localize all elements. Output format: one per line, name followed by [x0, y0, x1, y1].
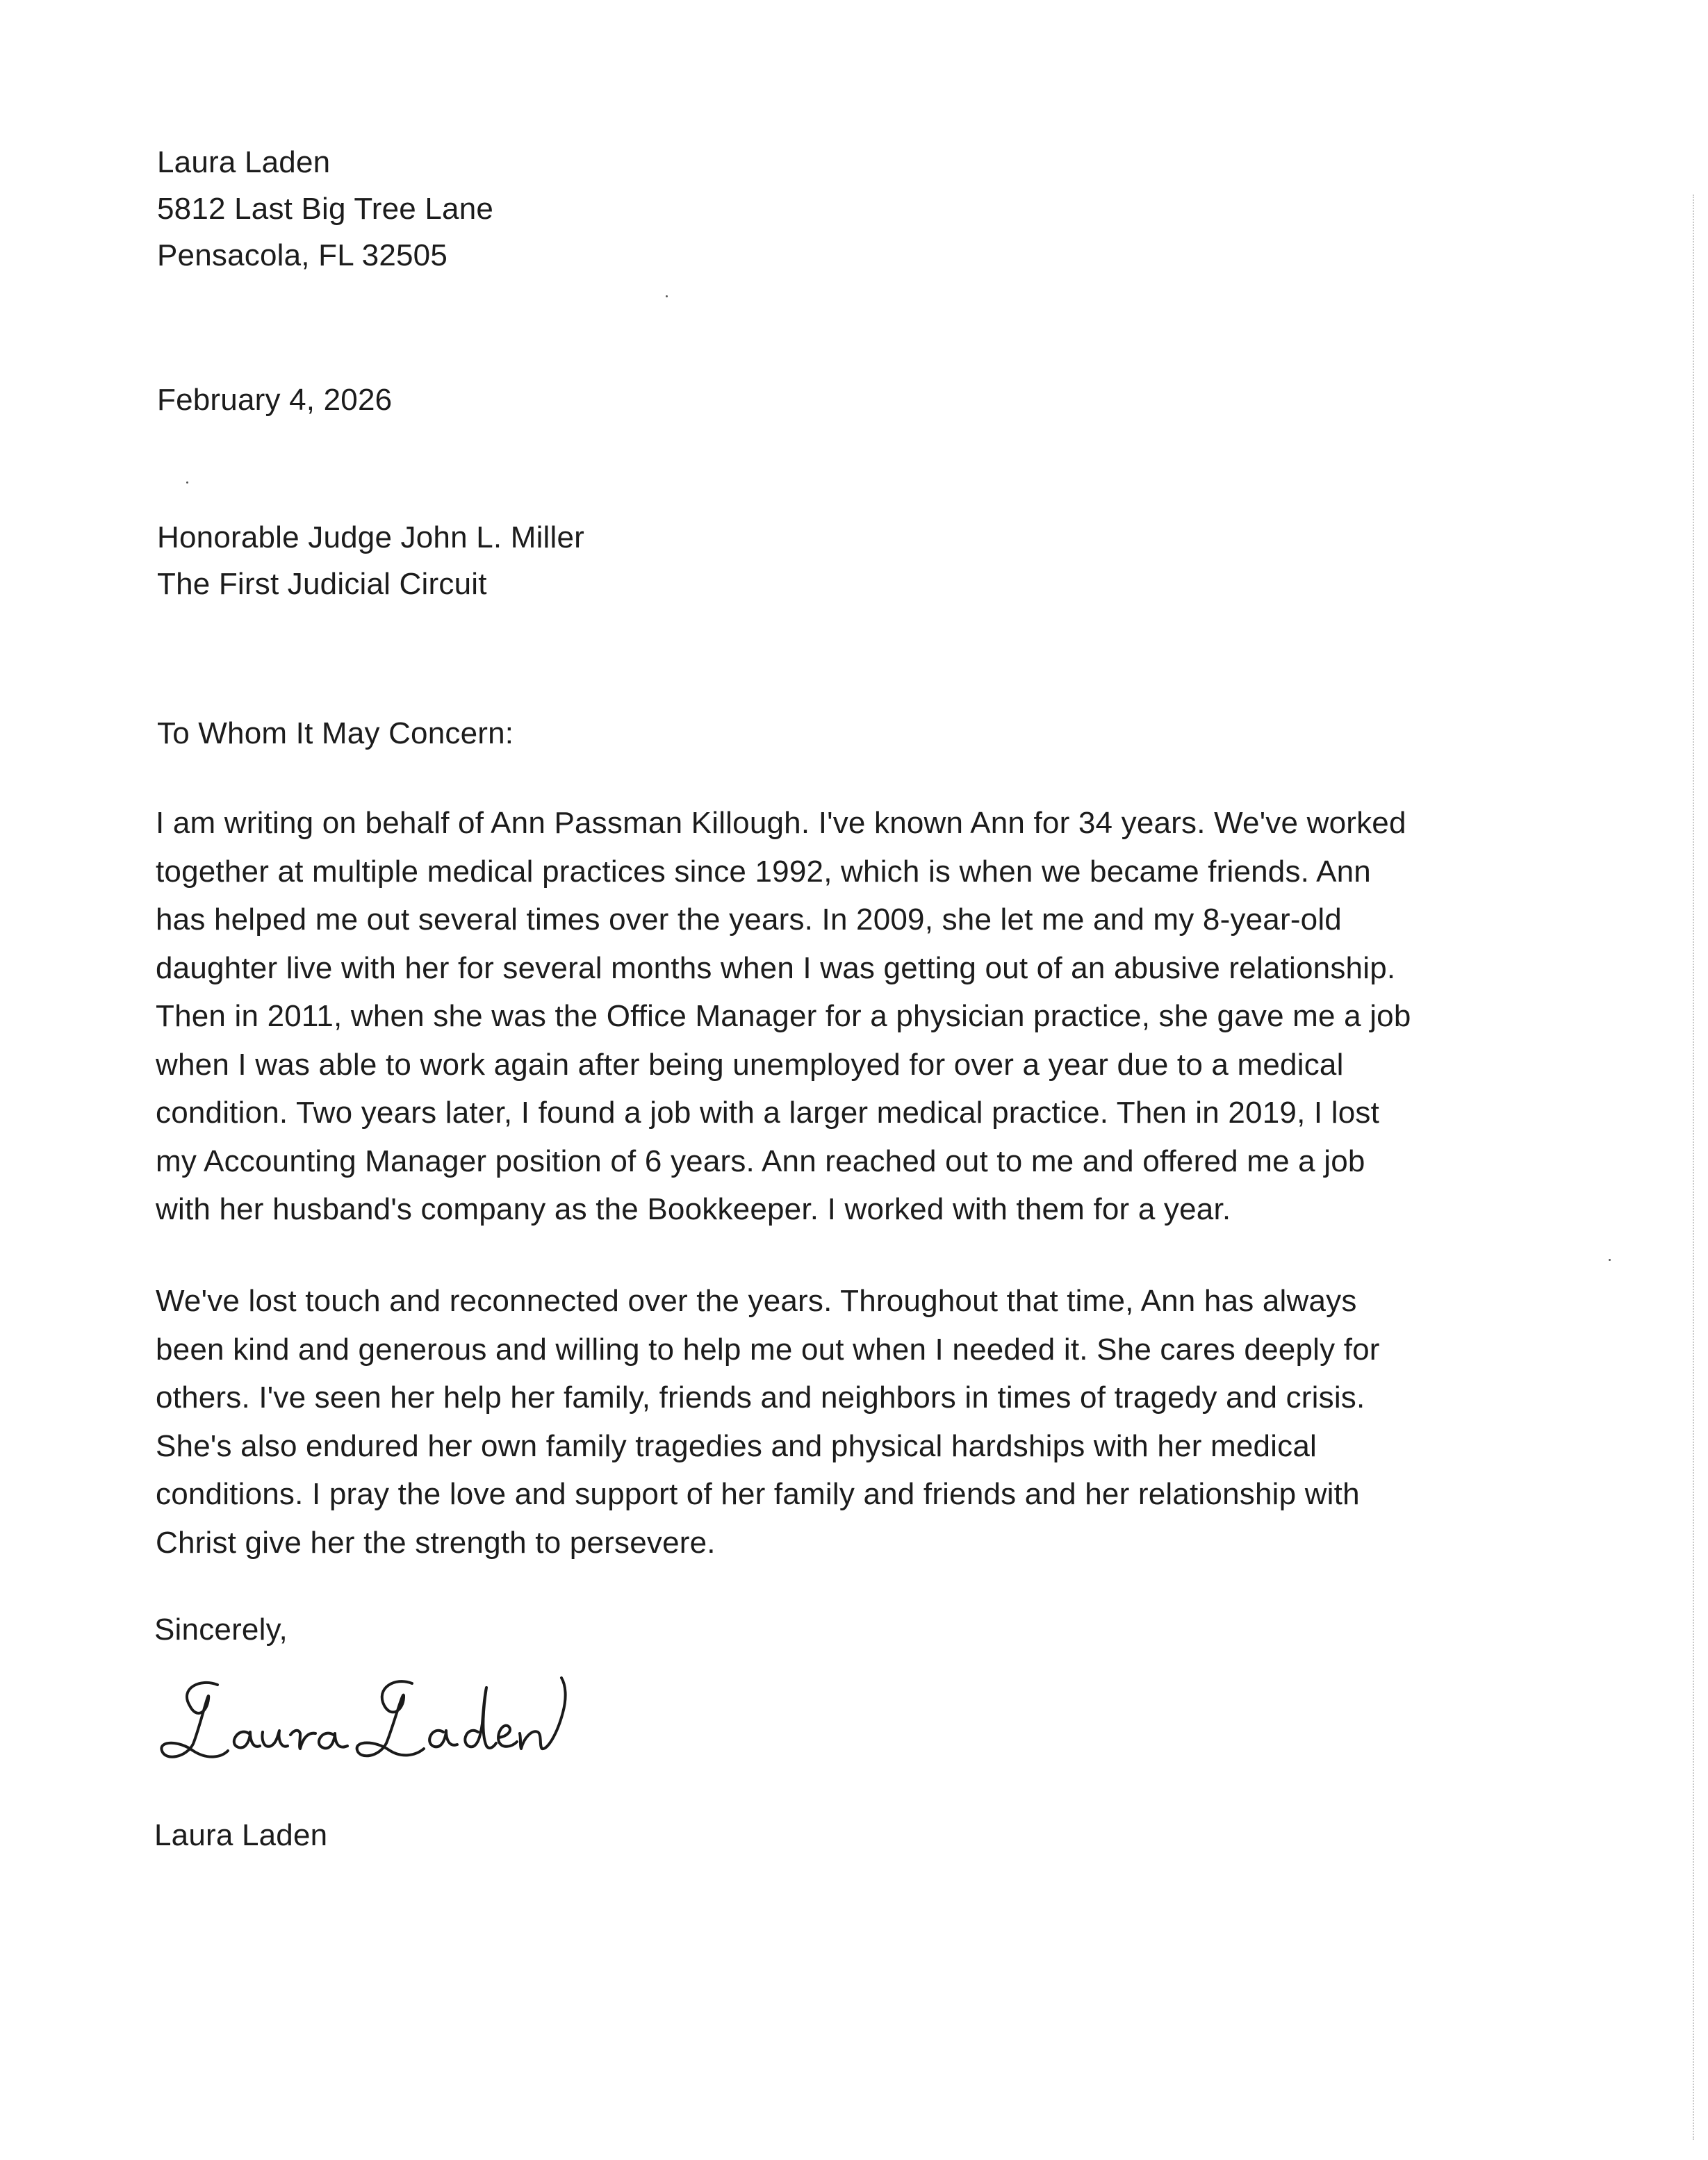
letter-date: February 4, 2026: [157, 383, 393, 417]
sender-name: Laura Laden: [157, 145, 331, 179]
paragraph-line: with her husband's company as the Bookkeeper. I worked with them for a year.: [156, 1192, 1231, 1226]
paragraph-line: together at multiple medical practices since 1992, which is when we became friends. Ann: [156, 854, 1371, 889]
scan-speck: [666, 295, 668, 297]
scan-edge-dots: [1693, 195, 1695, 2140]
paragraph-line: others. I've seen her help her family, friends and neighbors in times of tragedy and crisis.: [156, 1380, 1365, 1415]
signer-block: [154, 1812, 327, 1858]
closing: Sincerely,: [154, 1613, 288, 1647]
paragraph-line: Christ give her the strength to persevere.: [156, 1525, 716, 1560]
scan-speck: [186, 481, 188, 484]
recipient-address: [157, 514, 584, 607]
sender-city-state-zip: Pensacola, FL 32505: [157, 238, 448, 272]
paragraph-line: She's also endured her own family tragedies and physical hardships with her medical: [156, 1428, 1317, 1463]
paragraph-line: been kind and generous and willing to help me out when I needed it. She cares deeply for: [156, 1332, 1380, 1367]
sender-street: 5812 Last Big Tree Lane: [157, 192, 494, 226]
closing-block: [154, 1606, 288, 1653]
signer-name: Laura Laden: [154, 1818, 328, 1852]
scan-speck: [1609, 1259, 1611, 1261]
paragraph-line: Then in 2011, when she was the Office Manager for a physician practice, she gave me a job: [156, 999, 1411, 1033]
paragraph-line: has helped me out several times over the years. In 2009, she let me and my 8-year-old: [156, 902, 1342, 937]
paragraph-line: condition. Two years later, I found a job with a larger medical practice. Then in 2019, I lost: [156, 1096, 1380, 1130]
sender-address: [157, 139, 493, 279]
recipient-name: Honorable Judge John L. Miller: [157, 520, 585, 554]
salutation: To Whom It May Concern:: [157, 716, 514, 750]
paragraph-line: conditions. I pray the love and support of her family and friends and her relationship with: [156, 1477, 1360, 1511]
recipient-court: The First Judicial Circuit: [157, 567, 487, 601]
paragraph-line: my Accounting Manager position of 6 years. Ann reached out to me and offered me a job: [156, 1144, 1365, 1178]
body-paragraph-1: [156, 799, 1411, 1234]
salutation-block: [157, 710, 514, 757]
body-paragraph-2: [156, 1277, 1380, 1567]
letter-date-block: [157, 377, 392, 423]
paragraph-line: daughter live with her for several months when I was getting out of an abusive relationship.: [156, 950, 1396, 985]
paragraph-line: I am writing on behalf of Ann Passman Killough. I've known Ann for 34 years. We've worked: [156, 806, 1406, 840]
paragraph-line: when I was able to work again after being unemployed for over a year due to a medical: [156, 1047, 1344, 1082]
paragraph-line: We've lost touch and reconnected over the years. Throughout that time, Ann has always: [156, 1284, 1357, 1318]
handwritten-signature: [151, 1657, 596, 1775]
